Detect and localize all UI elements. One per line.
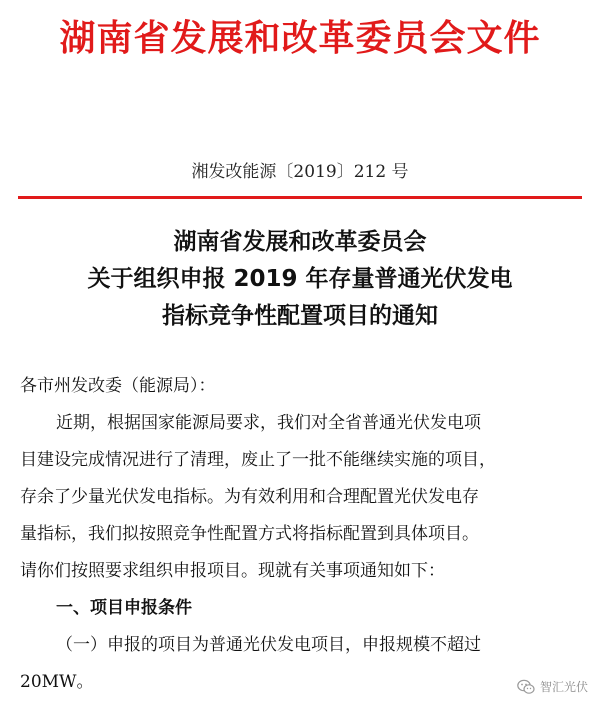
document-body (20, 368, 586, 701)
document-header-title: 湖南省发展和改革委员会文件 (59, 18, 541, 59)
section-heading: 一、项目申报条件 (56, 598, 192, 618)
document-number: 湘发改能源〔2019〕212 号 (191, 162, 409, 182)
paragraph-line: 量指标，我们拟按照竞争性配置方式将指标配置到具体项目。 (20, 524, 479, 544)
item-line: 20MW。 (20, 672, 94, 692)
paragraph-line: 存余了少量光伏发电指标。为有效利用和合理配置光伏发电存 (20, 487, 479, 507)
title-line-2: 关于组织申报 2019 年存量普通光伏发电 (87, 266, 513, 292)
document-title (0, 224, 600, 335)
watermark-text: 智汇光伏 (539, 680, 588, 694)
paragraph-line: 近期，根据国家能源局要求，我们对全省普通光伏发电项 (56, 413, 481, 433)
red-divider (18, 196, 582, 199)
title-line-1: 湖南省发展和改革委员会 (173, 229, 427, 255)
paragraph-line: 目建设完成情况进行了清理，废止了一批不能继续实施的项目， (20, 450, 496, 470)
salutation: 各市州发改委（能源局）： (20, 376, 216, 396)
item-line: （一）申报的项目为普通光伏发电项目，申报规模不超过 (56, 635, 481, 655)
paragraph-line: 请你们按照要求组织申报项目。现就有关事项通知如下： (20, 561, 445, 581)
title-line-3: 指标竞争性配置项目的通知 (162, 303, 438, 329)
wechat-icon (517, 679, 535, 695)
wechat-watermark (517, 678, 588, 695)
